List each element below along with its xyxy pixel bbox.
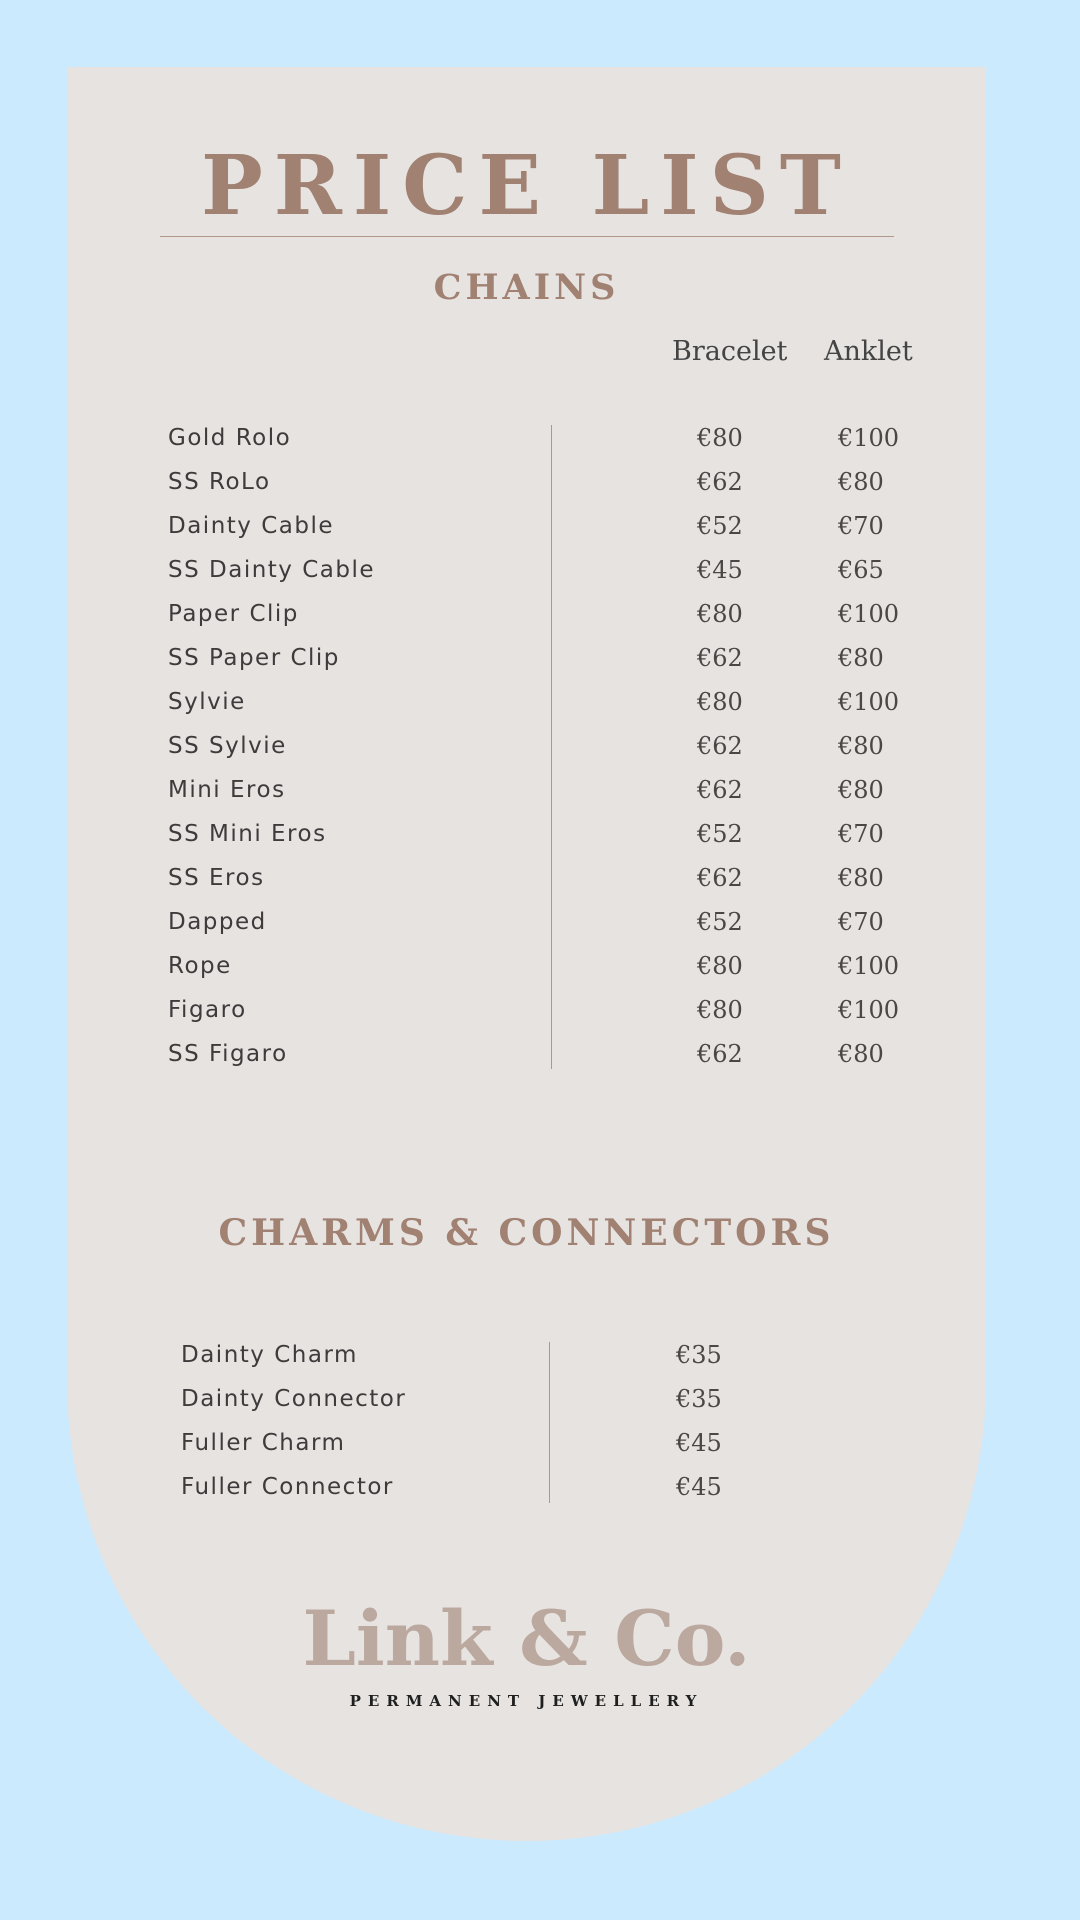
chain-name: SS RoLo [168,469,271,495]
title-divider [160,236,894,237]
bracelet-price: €80 [697,688,743,716]
anklet-price: €70 [838,908,884,936]
bracelet-price: €52 [697,908,743,936]
chain-row [67,548,986,592]
charm-row [67,1421,986,1465]
chain-name: Dainty Cable [168,513,335,539]
bracelet-price: €62 [697,776,743,804]
chain-name: SS Sylvie [168,733,287,759]
chain-row [67,504,986,548]
chain-row [67,724,986,768]
anklet-price: €100 [838,996,900,1024]
charms-heading: CHARMS & CONNECTORS [218,1212,835,1254]
chain-name: Rope [168,953,232,979]
anklet-price: €80 [838,644,884,672]
chain-row [67,460,986,504]
brand-tagline: PERMANENT JEWELLERY [349,1692,704,1710]
chain-name: SS Dainty Cable [168,557,376,583]
bracelet-price: €62 [697,732,743,760]
chain-row [67,416,986,460]
anklet-price: €100 [838,952,900,980]
bracelet-price: €80 [697,600,743,628]
chain-row [67,768,986,812]
bracelet-price: €45 [697,556,743,584]
anklet-price: €80 [838,1040,884,1068]
bracelet-column-header: Bracelet [672,336,788,367]
charm-row [67,1333,986,1377]
charm-name: Fuller Charm [181,1430,346,1456]
charm-price: €35 [676,1385,722,1413]
chain-row [67,812,986,856]
charm-name: Dainty Charm [181,1342,358,1368]
anklet-price: €80 [838,864,884,892]
charm-name: Dainty Connector [181,1386,407,1412]
price-list-card [67,67,986,1841]
chain-row [67,856,986,900]
chain-name: Dapped [168,909,267,935]
chain-name: SS Mini Eros [168,821,327,847]
chain-row [67,900,986,944]
anklet-price: €80 [838,732,884,760]
charm-price: €45 [676,1429,722,1457]
bracelet-price: €62 [697,1040,743,1068]
anklet-price: €80 [838,468,884,496]
anklet-price: €70 [838,820,884,848]
chain-name: SS Paper Clip [168,645,340,671]
chain-name: Sylvie [168,689,246,715]
bracelet-price: €62 [697,864,743,892]
brand-logo: Link & Co. [302,1594,751,1683]
charm-price: €35 [676,1341,722,1369]
anklet-column-header: Anklet [824,336,913,367]
anklet-price: €80 [838,776,884,804]
chain-row [67,944,986,988]
charm-name: Fuller Connector [181,1474,394,1500]
anklet-price: €65 [838,556,884,584]
anklet-price: €100 [838,424,900,452]
chain-name: Figaro [168,997,247,1023]
chain-row [67,680,986,724]
anklet-price: €100 [838,600,900,628]
chain-row [67,988,986,1032]
bracelet-price: €80 [697,424,743,452]
bracelet-price: €62 [697,644,743,672]
page-title: PRICE LIST [201,138,852,234]
chain-row [67,592,986,636]
bracelet-price: €80 [697,952,743,980]
anklet-price: €70 [838,512,884,540]
charm-row [67,1377,986,1421]
chain-name: Gold Rolo [168,425,292,451]
bracelet-price: €52 [697,820,743,848]
charm-row [67,1465,986,1509]
chain-name: SS Figaro [168,1041,288,1067]
bracelet-price: €62 [697,468,743,496]
chains-heading: CHAINS [433,267,620,308]
chain-row [67,636,986,680]
bracelet-price: €52 [697,512,743,540]
chain-name: Mini Eros [168,777,286,803]
charm-price: €45 [676,1473,722,1501]
bracelet-price: €80 [697,996,743,1024]
anklet-price: €100 [838,688,900,716]
chain-name: Paper Clip [168,601,299,627]
chain-row [67,1032,986,1076]
chain-name: SS Eros [168,865,265,891]
